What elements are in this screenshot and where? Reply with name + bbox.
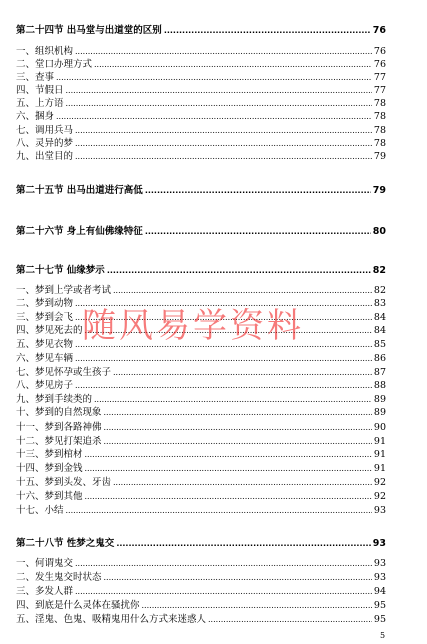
entry-page-number: 92 <box>373 477 386 488</box>
toc-entry[interactable] <box>16 110 386 123</box>
dot-leader <box>56 110 372 123</box>
entry-page-number: 93 <box>373 558 386 569</box>
entry-label: 六、梦见车辆 <box>16 353 74 364</box>
entry-page-number: 90 <box>373 422 386 433</box>
entry-label: 八、梦见房子 <box>16 380 74 391</box>
entry-label: 十六、梦到其他 <box>16 491 83 502</box>
toc-entry[interactable] <box>16 124 386 137</box>
entry-label: 九、出堂目的 <box>16 151 74 162</box>
entry-page-number: 88 <box>373 380 386 391</box>
toc-entry[interactable] <box>16 97 386 110</box>
entry-page-number: 93 <box>373 505 386 516</box>
dot-leader <box>66 84 372 97</box>
toc-section-heading[interactable] <box>16 225 386 238</box>
dot-leader <box>56 71 372 84</box>
dot-leader <box>75 585 372 598</box>
dot-leader <box>85 448 372 461</box>
section-page-number: 79 <box>372 185 386 196</box>
toc-entry[interactable] <box>16 421 386 434</box>
entry-page-number: 78 <box>373 138 386 149</box>
toc-entry[interactable] <box>16 613 386 626</box>
entry-label: 五、上方语 <box>16 98 64 109</box>
dot-leader <box>145 225 371 238</box>
entry-label: 一、组织机构 <box>16 46 74 57</box>
dot-leader <box>75 311 372 324</box>
toc-entry[interactable] <box>16 84 386 97</box>
toc-entry[interactable] <box>16 366 386 379</box>
entry-page-number: 85 <box>373 339 386 350</box>
dot-leader <box>75 137 372 150</box>
toc-section-heading[interactable] <box>16 184 386 197</box>
entry-page-number: 78 <box>373 98 386 109</box>
toc-entry[interactable] <box>16 137 386 150</box>
dot-leader <box>75 45 372 58</box>
section-page-number: 76 <box>372 25 386 36</box>
toc-entry[interactable] <box>16 585 386 598</box>
toc-entry[interactable] <box>16 338 386 351</box>
entry-label: 七、梦见怀孕或生孩子 <box>16 367 112 378</box>
entry-label: 五、淫鬼、色鬼、吸精鬼用什么方式来迷惑人 <box>16 614 207 625</box>
dot-leader <box>164 24 371 37</box>
entry-page-number: 91 <box>373 449 386 460</box>
entry-page-number: 93 <box>373 572 386 583</box>
entry-label: 十三、梦到棺材 <box>16 449 83 460</box>
toc-section-heading[interactable] <box>16 24 386 37</box>
entry-label: 四、梦见死去的 <box>16 325 83 336</box>
toc-entry[interactable] <box>16 490 386 503</box>
entry-label: 二、梦到动物 <box>16 298 74 309</box>
watermark-text: 随风易学资料 <box>82 306 304 346</box>
toc-entry[interactable] <box>16 150 386 163</box>
toc-section-heading[interactable] <box>16 264 386 277</box>
toc-entry[interactable] <box>16 58 386 71</box>
entry-label: 十、梦到的自然现象 <box>16 407 102 418</box>
dot-leader <box>113 476 372 489</box>
entry-page-number: 83 <box>373 298 386 309</box>
toc-entry[interactable] <box>16 352 386 365</box>
entry-page-number: 86 <box>373 353 386 364</box>
entry-page-number: 91 <box>373 463 386 474</box>
entry-label: 三、多发人群 <box>16 586 74 597</box>
entry-label: 十二、梦见打架追杀 <box>16 436 102 447</box>
entry-label: 十七、小结 <box>16 505 64 516</box>
dot-leader <box>145 184 371 197</box>
dot-leader <box>75 150 372 163</box>
dot-leader <box>85 462 372 475</box>
toc-entry[interactable] <box>16 571 386 584</box>
entry-page-number: 89 <box>373 407 386 418</box>
entry-label: 六、捆身 <box>16 111 55 122</box>
entry-page-number: 95 <box>373 600 386 611</box>
dot-leader <box>116 537 370 550</box>
entry-label: 一、何谓鬼交 <box>16 558 74 569</box>
entry-label: 七、调用兵马 <box>16 125 74 136</box>
dot-leader <box>66 97 372 110</box>
toc-entry[interactable] <box>16 284 386 297</box>
entry-label: 三、查事 <box>16 72 55 83</box>
toc-entry[interactable] <box>16 324 386 337</box>
entry-page-number: 77 <box>373 72 386 83</box>
toc-entry[interactable] <box>16 71 386 84</box>
dot-leader <box>104 406 372 419</box>
toc-entry[interactable] <box>16 297 386 310</box>
entry-label: 四、到底是什么灵体在骚扰你 <box>16 600 140 611</box>
dot-leader <box>85 324 372 337</box>
toc-entry[interactable] <box>16 557 386 570</box>
entry-page-number: 87 <box>373 367 386 378</box>
section-title: 第二十四节 出马堂与出道堂的区别 <box>16 25 162 36</box>
entry-label: 十四、梦到金钱 <box>16 463 83 474</box>
section-page-number: 82 <box>372 265 386 276</box>
section-title: 第二十七节 仙缘梦示 <box>16 265 105 276</box>
entry-page-number: 84 <box>373 325 386 336</box>
dot-leader <box>107 264 371 277</box>
entry-page-number: 78 <box>373 125 386 136</box>
section-page-number: 80 <box>372 226 386 237</box>
toc-entry[interactable] <box>16 393 386 406</box>
section-page-number: 93 <box>372 538 386 549</box>
entry-label: 二、堂口办理方式 <box>16 59 93 70</box>
dot-leader <box>66 504 372 517</box>
toc-entry[interactable] <box>16 406 386 419</box>
dot-leader <box>85 490 372 503</box>
dot-leader <box>104 571 372 584</box>
entry-label: 五、梦见衣物 <box>16 339 74 350</box>
toc-entry[interactable] <box>16 379 386 392</box>
entry-label: 三、梦到会飞 <box>16 312 74 323</box>
section-title: 第二十五节 出马出道进行高低 <box>16 185 143 196</box>
entry-page-number: 95 <box>373 614 386 625</box>
entry-label: 九、梦到手续类的 <box>16 394 93 405</box>
section-title: 第二十六节 身上有仙佛缘特征 <box>16 226 143 237</box>
entry-page-number: 82 <box>373 285 386 296</box>
entry-page-number: 92 <box>373 491 386 502</box>
dot-leader <box>104 435 372 448</box>
entry-page-number: 78 <box>373 111 386 122</box>
toc-entry[interactable] <box>16 476 386 489</box>
entry-page-number: 76 <box>373 59 386 70</box>
toc-entry[interactable] <box>16 599 386 612</box>
dot-leader <box>75 338 372 351</box>
entry-label: 十一、梦到各路神佛 <box>16 422 102 433</box>
entry-label: 四、节假日 <box>16 85 64 96</box>
entry-label: 一、梦到上学或者考试 <box>16 285 112 296</box>
toc-entry[interactable] <box>16 45 386 58</box>
toc-entry[interactable] <box>16 504 386 517</box>
entry-label: 八、灵异的梦 <box>16 138 74 149</box>
dot-leader <box>94 58 372 71</box>
entry-page-number: 79 <box>373 151 386 162</box>
dot-leader <box>75 379 372 392</box>
entry-label: 十五、梦到头发、牙齿 <box>16 477 112 488</box>
toc-entry[interactable] <box>16 311 386 324</box>
dot-leader <box>75 297 372 310</box>
dot-leader <box>75 352 372 365</box>
entry-page-number: 77 <box>373 85 386 96</box>
toc-entry[interactable] <box>16 448 386 461</box>
dot-leader <box>113 366 372 379</box>
entry-page-number: 76 <box>373 46 386 57</box>
dot-leader <box>94 393 372 406</box>
toc-entry[interactable] <box>16 462 386 475</box>
dot-leader <box>113 284 372 297</box>
section-title: 第二十八节 性梦之鬼交 <box>16 538 115 549</box>
dot-leader <box>75 557 372 570</box>
entry-page-number: 91 <box>373 436 386 447</box>
dot-leader <box>104 421 372 434</box>
entry-label: 二、发生鬼交时状态 <box>16 572 102 583</box>
entry-page-number: 89 <box>373 394 386 405</box>
toc-entry[interactable] <box>16 435 386 448</box>
dot-leader <box>142 599 372 612</box>
entry-page-number: 94 <box>373 586 386 597</box>
entry-page-number: 84 <box>373 312 386 323</box>
dot-leader <box>208 613 372 626</box>
toc-section-heading[interactable] <box>16 537 386 550</box>
dot-leader <box>75 124 372 137</box>
footer-page-number: 5 <box>380 631 386 640</box>
